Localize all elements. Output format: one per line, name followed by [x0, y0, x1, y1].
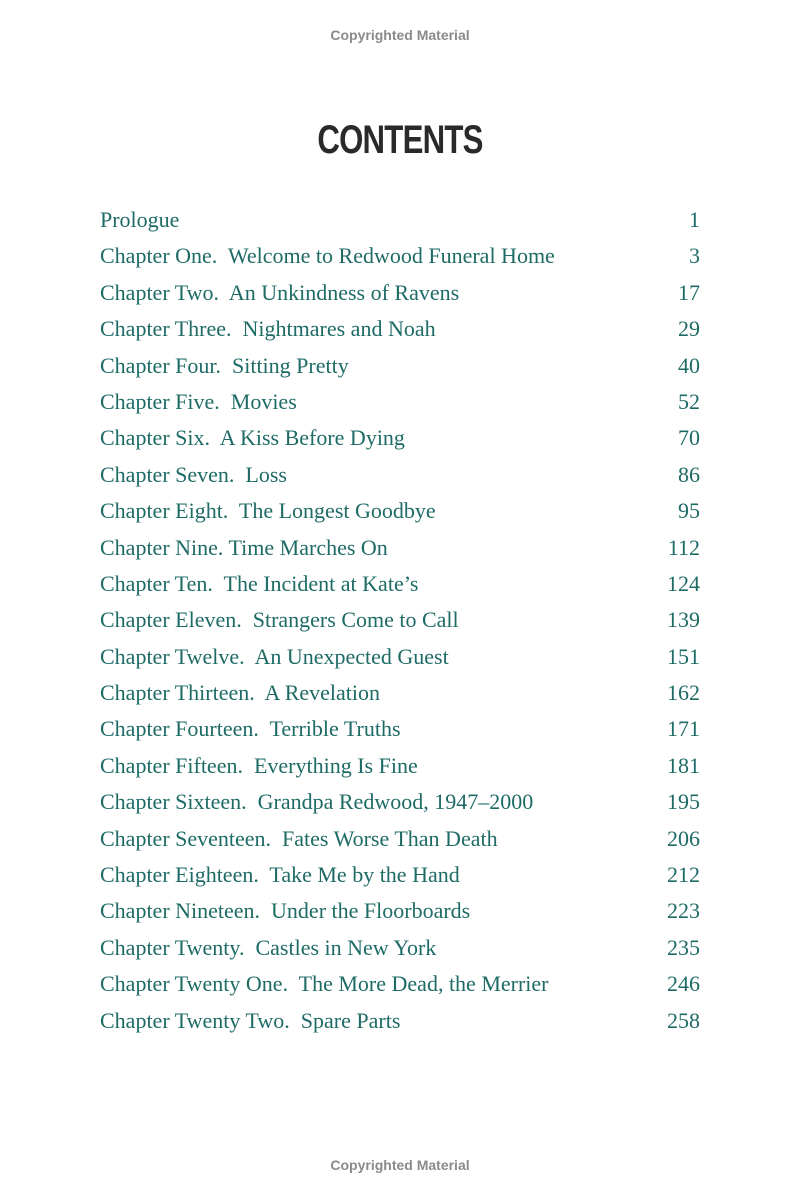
toc-entry[interactable] — [100, 571, 700, 607]
toc-entry-page-number[interactable]: 181 — [667, 752, 700, 778]
toc-entry[interactable] — [100, 389, 700, 425]
toc-entry-title[interactable]: Prologue — [100, 207, 180, 232]
toc-entry-page-number[interactable]: 3 — [689, 243, 700, 269]
toc-entry[interactable] — [100, 280, 700, 316]
toc-entry[interactable] — [100, 789, 700, 825]
toc-entry[interactable] — [100, 935, 700, 971]
toc-entry-page-number[interactable]: 212 — [667, 862, 700, 888]
toc-entry[interactable] — [100, 644, 700, 680]
toc-entry[interactable] — [100, 862, 700, 898]
toc-entry[interactable] — [100, 680, 700, 716]
toc-entry-title[interactable]: Chapter Four. Sitting Pretty — [100, 352, 349, 378]
toc-entry-page-number[interactable]: 112 — [667, 534, 700, 560]
toc-entry[interactable] — [100, 353, 700, 389]
toc-entry-page-number[interactable]: 95 — [678, 498, 700, 524]
toc-entry[interactable] — [100, 716, 700, 752]
toc-entry-page-number[interactable]: 223 — [667, 898, 700, 924]
toc-entry-title[interactable]: Chapter Six. A Kiss Before Dying — [100, 425, 405, 451]
toc-entry[interactable] — [100, 535, 700, 571]
toc-entry-title[interactable]: Chapter Twenty Two. Spare Parts — [100, 1007, 401, 1033]
toc-entry[interactable] — [100, 243, 700, 279]
toc-entry[interactable] — [100, 753, 700, 789]
toc-entry-page-number[interactable]: 40 — [678, 352, 700, 378]
toc-entry-title[interactable]: Chapter Eleven. Strangers Come to Call — [100, 607, 459, 633]
toc-entry[interactable] — [100, 826, 700, 862]
toc-entry-title[interactable]: Chapter Twenty One. The More Dead, the Merrier — [100, 971, 549, 997]
toc-entry-page-number[interactable]: 124 — [667, 570, 700, 596]
toc-entry[interactable] — [100, 898, 700, 934]
toc-entry-title[interactable]: Chapter Three. Nightmares and Noah — [100, 316, 436, 342]
toc-entry-title[interactable]: Chapter Thirteen. A Revelation — [100, 680, 381, 706]
toc-entry-title[interactable]: Chapter Nineteen. Under the Floorboards — [100, 898, 471, 924]
toc-entry-title[interactable]: Chapter Seventeen. Fates Worse Than Death — [100, 825, 498, 851]
toc-entry-title[interactable]: Chapter Twelve. An Unexpected Guest — [100, 643, 449, 669]
toc-entry-title[interactable]: Chapter Sixteen. Grandpa Redwood, 1947–2000 — [100, 789, 534, 815]
toc-entry-page-number[interactable]: 17 — [678, 279, 700, 305]
toc-entry-page-number[interactable]: 70 — [678, 425, 700, 451]
toc-entry-page-number[interactable]: 139 — [667, 607, 700, 633]
toc-entry-page-number[interactable]: 235 — [667, 934, 700, 960]
toc-entry-page-number[interactable]: 195 — [667, 789, 700, 815]
toc-entry[interactable] — [100, 207, 700, 243]
toc-entry-title[interactable]: Chapter Fourteen. Terrible Truths — [100, 716, 401, 742]
page-title: CONTENTS — [317, 118, 483, 162]
toc-entry-page-number[interactable]: 206 — [667, 825, 700, 851]
toc-entry[interactable] — [100, 498, 700, 534]
toc-entry[interactable] — [100, 316, 700, 352]
toc-entry-page-number[interactable]: 246 — [667, 971, 700, 997]
toc-entry-title[interactable]: Chapter Nine. Time Marches On — [100, 534, 388, 560]
toc-entry[interactable] — [100, 462, 700, 498]
copyright-footer: Copyrighted Material — [330, 1157, 470, 1173]
toc-entry-page-number[interactable]: 258 — [667, 1007, 700, 1033]
toc-entry-page-number[interactable]: 162 — [667, 680, 700, 706]
toc-entry-page-number[interactable]: 29 — [678, 316, 700, 342]
toc-entry-page-number[interactable]: 171 — [667, 716, 700, 742]
table-of-contents — [100, 207, 700, 1044]
toc-entry-page-number[interactable]: 86 — [678, 461, 700, 487]
toc-entry-title[interactable]: Chapter Eighteen. Take Me by the Hand — [100, 862, 460, 888]
toc-entry[interactable] — [100, 1008, 700, 1044]
toc-entry-title[interactable]: Chapter Two. An Unkindness of Ravens — [100, 279, 460, 305]
toc-entry[interactable] — [100, 607, 700, 643]
toc-entry-title[interactable]: Chapter Fifteen. Everything Is Fine — [100, 752, 418, 778]
toc-entry-title[interactable]: Chapter Ten. The Incident at Kate’s — [100, 570, 419, 596]
toc-entry[interactable] — [100, 971, 700, 1007]
copyright-header: Copyrighted Material — [330, 27, 470, 43]
toc-entry-page-number[interactable]: 1 — [689, 207, 700, 232]
toc-entry[interactable] — [100, 425, 700, 461]
toc-entry-title[interactable]: Chapter Twenty. Castles in New York — [100, 934, 437, 960]
toc-entry-title[interactable]: Chapter Eight. The Longest Goodbye — [100, 498, 436, 524]
toc-entry-page-number[interactable]: 151 — [667, 643, 700, 669]
toc-entry-page-number[interactable]: 52 — [678, 388, 700, 414]
toc-entry-title[interactable]: Chapter Five. Movies — [100, 388, 297, 414]
toc-entry-title[interactable]: Chapter One. Welcome to Redwood Funeral Home — [100, 243, 555, 269]
toc-entry-title[interactable]: Chapter Seven. Loss — [100, 461, 287, 487]
